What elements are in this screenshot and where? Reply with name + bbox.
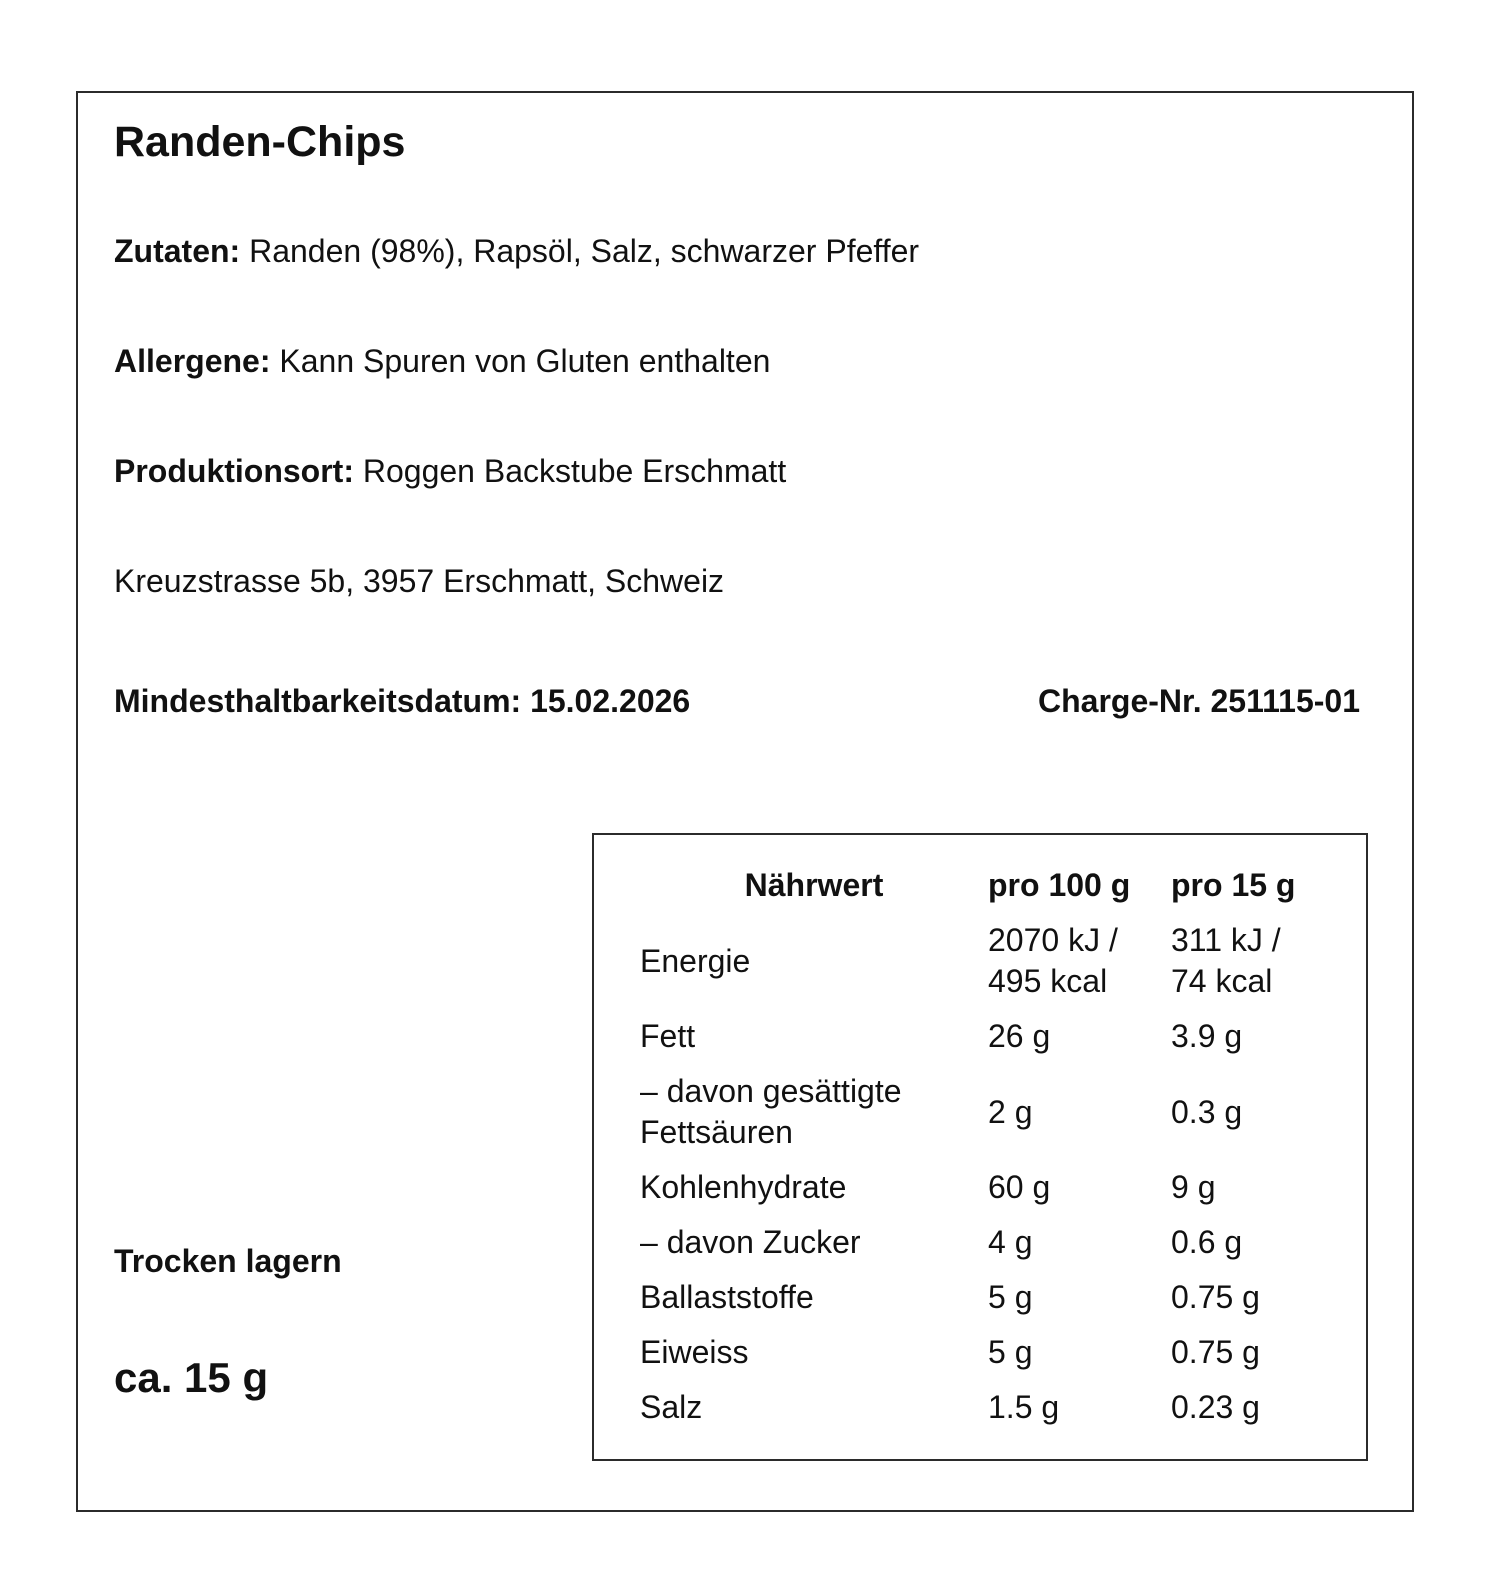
nutrition-table [640, 865, 1339, 1435]
nutrition-row [640, 1380, 1339, 1435]
nutrition-row [640, 1009, 1339, 1064]
nutrient-name: Fett [640, 1018, 696, 1054]
best-before-label: Mindesthaltbarkeitsdatum: [114, 683, 522, 719]
nutrition-row [640, 1270, 1339, 1325]
nutrient-name: Salz [640, 1389, 703, 1425]
nutrient-per100: 2 g [988, 1093, 1033, 1130]
nutrient-name: – davon Zucker [640, 1224, 861, 1260]
nutrition-header-per100: pro 100 g [988, 867, 1131, 903]
product-title: Randen-Chips [114, 118, 406, 166]
production-label: Produktionsort: [114, 453, 354, 489]
nutrient-name: – davon gesättigte Fettsäuren [640, 1073, 902, 1150]
nutrient-per100: 26 g [988, 1018, 1051, 1054]
nutrition-row [640, 1064, 1339, 1160]
nutrient-per100: 5 g [988, 1279, 1033, 1315]
allergens-line [114, 342, 770, 380]
nutrient-per15: 0.23 g [1171, 1389, 1260, 1425]
nutrition-row [640, 1160, 1339, 1215]
nutrient-name: Energie [640, 942, 751, 979]
allergens-value: Kann Spuren von Gluten enthalten [279, 343, 771, 379]
ingredients-label: Zutaten: [114, 233, 241, 269]
nutrient-name: Eiweiss [640, 1334, 749, 1370]
nutrient-per100: 1.5 g [988, 1389, 1060, 1425]
allergens-label: Allergene: [114, 343, 271, 379]
production-value: Roggen Backstube Erschmatt [362, 453, 787, 489]
ingredients-line [114, 232, 919, 270]
nutrition-header-row [640, 865, 1339, 913]
nutrient-per100: 5 g [988, 1334, 1033, 1370]
nutrient-per15: 3.9 g [1171, 1018, 1243, 1054]
nutrient-per100: 2070 kJ / 495 kcal [988, 922, 1118, 999]
nutrient-per15: 0.3 g [1171, 1093, 1243, 1130]
nutrition-row [640, 1215, 1339, 1270]
nutrient-per15: 311 kJ / 74 kcal [1171, 922, 1281, 999]
nutrient-per15: 9 g [1171, 1169, 1216, 1205]
batch-label: Charge-Nr. [1038, 683, 1202, 719]
nutrient-per15: 0.75 g [1171, 1279, 1260, 1315]
nutrition-facts-box [592, 833, 1368, 1461]
nutrition-row [640, 1325, 1339, 1380]
batch-number [1038, 682, 1360, 720]
nutrition-header-name: Nährwert [744, 867, 884, 903]
nutrient-per100: 60 g [988, 1169, 1051, 1205]
nutrient-per15: 0.75 g [1171, 1334, 1260, 1370]
ingredients-value: Randen (98%), Rapsöl, Salz, schwarzer Pfeffer [249, 233, 920, 269]
best-before-value: 15.02.2026 [530, 683, 691, 719]
nutrition-row [640, 913, 1339, 1009]
best-before-line [114, 682, 690, 720]
production-address: Kreuzstrasse 5b, 3957 Erschmatt, Schweiz [114, 563, 725, 599]
nutrient-per15: 0.6 g [1171, 1224, 1243, 1260]
net-weight: ca. 15 g [114, 1354, 269, 1401]
nutrient-name: Ballaststoffe [640, 1279, 814, 1315]
production-line [114, 452, 786, 490]
batch-value: 251115-01 [1210, 683, 1360, 719]
storage-instruction: Trocken lagern [114, 1243, 342, 1279]
nutrient-name: Kohlenhydrate [640, 1169, 847, 1205]
nutrient-per100: 4 g [988, 1224, 1033, 1260]
nutrition-header-per15: pro 15 g [1171, 867, 1296, 903]
